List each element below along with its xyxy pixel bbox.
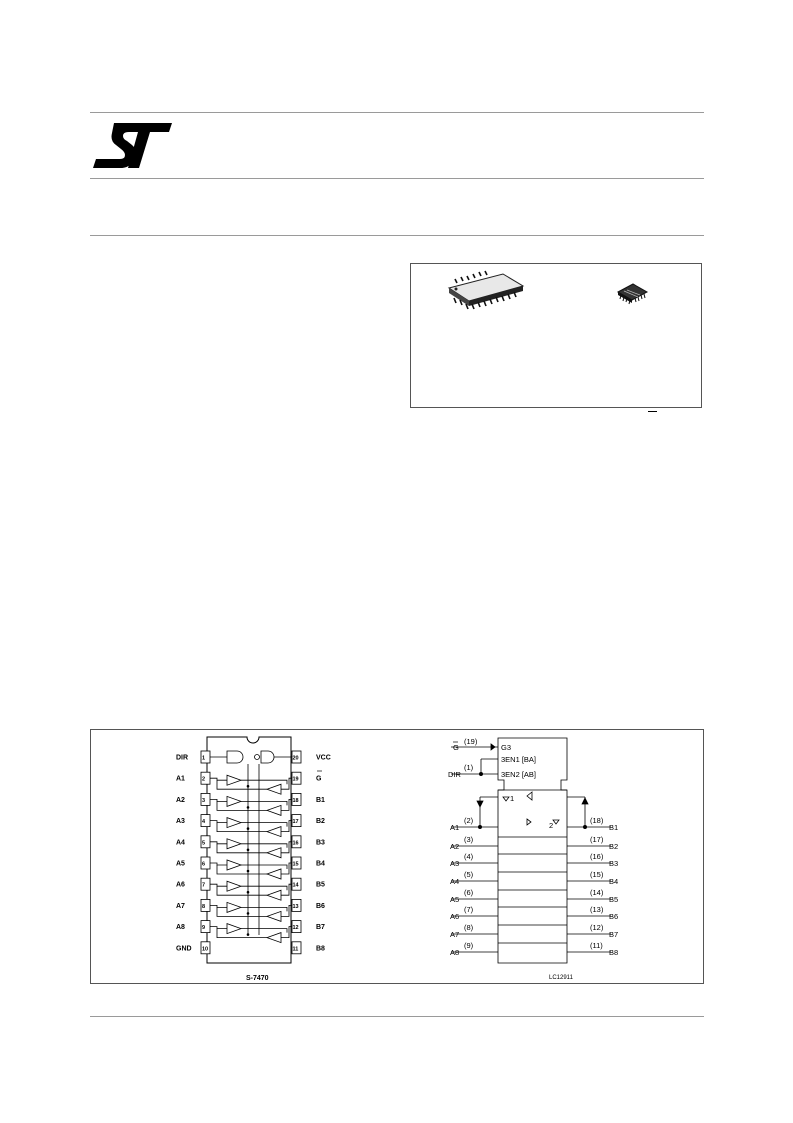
pin-label-left: A6 bbox=[176, 881, 185, 889]
dir-pin-number: (1) bbox=[464, 763, 474, 772]
b-pin-number: (18) bbox=[590, 816, 604, 825]
ba-out-wire bbox=[217, 907, 267, 916]
pin-label-right: B1 bbox=[316, 796, 325, 804]
a-label: A4 bbox=[450, 877, 460, 886]
pin-number-left: 8 bbox=[202, 903, 206, 910]
buffer-ab bbox=[227, 818, 241, 828]
buffer-ba bbox=[267, 784, 281, 794]
b-label: B6 bbox=[609, 912, 619, 921]
a-pin-number: (9) bbox=[464, 941, 474, 950]
pin-label-right: B5 bbox=[316, 881, 325, 889]
tssop-package-icon bbox=[618, 284, 647, 304]
pin-label-left: A4 bbox=[176, 839, 185, 847]
a-wire bbox=[210, 884, 227, 886]
pin-number-left: 6 bbox=[202, 861, 206, 868]
pin-number-right: 17 bbox=[292, 819, 299, 826]
pin-number-left: 10 bbox=[202, 946, 209, 953]
ba-out-wire bbox=[217, 865, 267, 874]
buffer-ba bbox=[267, 869, 281, 879]
junction-dot bbox=[247, 934, 249, 936]
a-label: A6 bbox=[450, 912, 460, 921]
pin-number-left: 2 bbox=[202, 776, 206, 783]
a-pin-number: (7) bbox=[464, 905, 474, 914]
b-label: B4 bbox=[609, 877, 619, 886]
package-images bbox=[411, 264, 703, 409]
a-wire bbox=[210, 927, 227, 929]
a-wire bbox=[210, 821, 227, 823]
pin-label-right: B6 bbox=[316, 902, 325, 910]
buffer-ba bbox=[267, 890, 281, 900]
pin-number-right: 16 bbox=[292, 840, 299, 847]
pin-label-left: A2 bbox=[176, 796, 185, 804]
sop-package-icon bbox=[449, 271, 523, 309]
pin-number-right: 11 bbox=[292, 946, 299, 953]
pin-number-left: 3 bbox=[202, 797, 206, 804]
pin-label-right: B7 bbox=[316, 924, 325, 932]
a-wire bbox=[210, 905, 227, 907]
ba-out-wire bbox=[217, 801, 267, 810]
top-rule bbox=[90, 112, 704, 113]
buffer-ba bbox=[267, 805, 281, 815]
buffer-ab bbox=[227, 775, 241, 785]
figure-canvas bbox=[91, 730, 705, 985]
pin-label-left: A1 bbox=[176, 775, 185, 783]
en1-label: 3EN1 [BA] bbox=[501, 755, 537, 764]
ba-out-wire bbox=[217, 886, 267, 895]
buffer-ab bbox=[227, 902, 241, 912]
package-box bbox=[410, 263, 702, 408]
pin-label-left: A8 bbox=[176, 924, 185, 932]
a-label: A7 bbox=[450, 930, 460, 939]
junction-dot bbox=[247, 828, 249, 830]
buffer-ba bbox=[267, 848, 281, 858]
pin-number-right: 20 bbox=[292, 755, 299, 762]
ba-out-wire bbox=[217, 844, 267, 853]
a-label: A8 bbox=[450, 948, 460, 957]
buffer-ba bbox=[267, 827, 281, 837]
a-wire bbox=[210, 799, 227, 801]
en2-label: 3EN2 [AB] bbox=[501, 770, 537, 779]
b-pin-number: (14) bbox=[590, 888, 604, 897]
buffer-ab bbox=[227, 881, 241, 891]
pin-number-right: 19 bbox=[292, 776, 299, 783]
a-pin-number: (5) bbox=[464, 870, 474, 879]
b-pin-number: (11) bbox=[590, 941, 603, 950]
a-wire bbox=[210, 863, 227, 865]
buffer-ba bbox=[267, 911, 281, 921]
pin-label-right: B3 bbox=[316, 839, 325, 847]
ba-out-wire bbox=[217, 823, 267, 832]
pin-label-right: B8 bbox=[316, 945, 325, 953]
pin-label-left: A3 bbox=[176, 818, 185, 826]
b-label: B7 bbox=[609, 930, 619, 939]
pin-number-right: 13 bbox=[292, 903, 299, 910]
pin-label-right: G bbox=[316, 775, 322, 783]
pin-number-right: 15 bbox=[292, 861, 299, 868]
pin-connection-diagram bbox=[176, 737, 331, 982]
pin-label-left: A5 bbox=[176, 860, 185, 868]
a-wire bbox=[210, 842, 227, 844]
a-label: A5 bbox=[450, 895, 460, 904]
pin-label-left: GND bbox=[176, 945, 192, 953]
figure-box bbox=[90, 729, 704, 984]
pin-number-right: 12 bbox=[292, 925, 299, 932]
a-label: A1 bbox=[450, 823, 460, 832]
title-rule bbox=[90, 235, 704, 236]
a-label: A3 bbox=[450, 859, 460, 868]
buffer-ab bbox=[227, 796, 241, 806]
header-rule bbox=[90, 178, 704, 179]
b-pin-number: (17) bbox=[590, 835, 604, 844]
b-label: B3 bbox=[609, 859, 619, 868]
bottom-rule bbox=[90, 1016, 704, 1017]
pin-label-right: B4 bbox=[316, 860, 325, 868]
tri2-label: 2 bbox=[549, 821, 554, 830]
overbar-mark bbox=[648, 411, 657, 412]
pin-label-right: B2 bbox=[316, 818, 325, 826]
a-pin-number: (6) bbox=[464, 888, 474, 897]
b-label: B1 bbox=[609, 823, 619, 832]
pin-number-left: 1 bbox=[202, 755, 206, 762]
b-pin-number: (13) bbox=[590, 905, 604, 914]
junction-dot bbox=[247, 785, 249, 787]
pin-number-left: 4 bbox=[202, 819, 206, 826]
ba-out-wire bbox=[217, 929, 267, 938]
g-pin-number: (19) bbox=[464, 737, 478, 746]
buffer-ab bbox=[227, 839, 241, 849]
b-label: B5 bbox=[609, 895, 619, 904]
junction-dot bbox=[247, 849, 249, 851]
pin-number-left: 7 bbox=[202, 882, 206, 889]
pin-number-right: 14 bbox=[292, 882, 299, 889]
b-pin-number: (15) bbox=[590, 870, 604, 879]
junction-dot bbox=[247, 807, 249, 809]
dir-label: DIR bbox=[448, 770, 461, 779]
a-label: A2 bbox=[450, 842, 460, 851]
junction-dot bbox=[247, 870, 249, 872]
b-pin-number: (16) bbox=[590, 852, 604, 861]
pin-number-right: 18 bbox=[292, 797, 299, 804]
junction-dot bbox=[247, 891, 249, 893]
a-pin-number: (3) bbox=[464, 835, 474, 844]
g-label: G bbox=[453, 743, 459, 752]
pin-label-right: VCC bbox=[316, 754, 331, 762]
b-label: B2 bbox=[609, 842, 619, 851]
a-pin-number: (2) bbox=[464, 816, 474, 825]
junction-dot bbox=[247, 913, 249, 915]
pin-label-left: A7 bbox=[176, 902, 185, 910]
tri1-label: 1 bbox=[510, 794, 515, 803]
ba-out-wire bbox=[217, 780, 267, 789]
a-pin-number: (8) bbox=[464, 923, 474, 932]
b-pin-number: (12) bbox=[590, 923, 604, 932]
st-logo-icon bbox=[92, 121, 174, 171]
a-wire bbox=[210, 778, 227, 780]
pin-number-left: 5 bbox=[202, 840, 206, 847]
buffer-ab bbox=[227, 860, 241, 870]
b-label: B8 bbox=[609, 948, 619, 957]
logic-ref: LC12911 bbox=[549, 975, 573, 981]
pin-label-left: DIR bbox=[176, 754, 189, 762]
pinout-ref: S-7470 bbox=[246, 975, 269, 982]
pin-number-left: 9 bbox=[202, 925, 206, 932]
buffer-ab bbox=[227, 924, 241, 934]
g3-label: G3 bbox=[501, 743, 512, 752]
buffer-ba bbox=[267, 933, 281, 943]
a-pin-number: (4) bbox=[464, 852, 474, 861]
